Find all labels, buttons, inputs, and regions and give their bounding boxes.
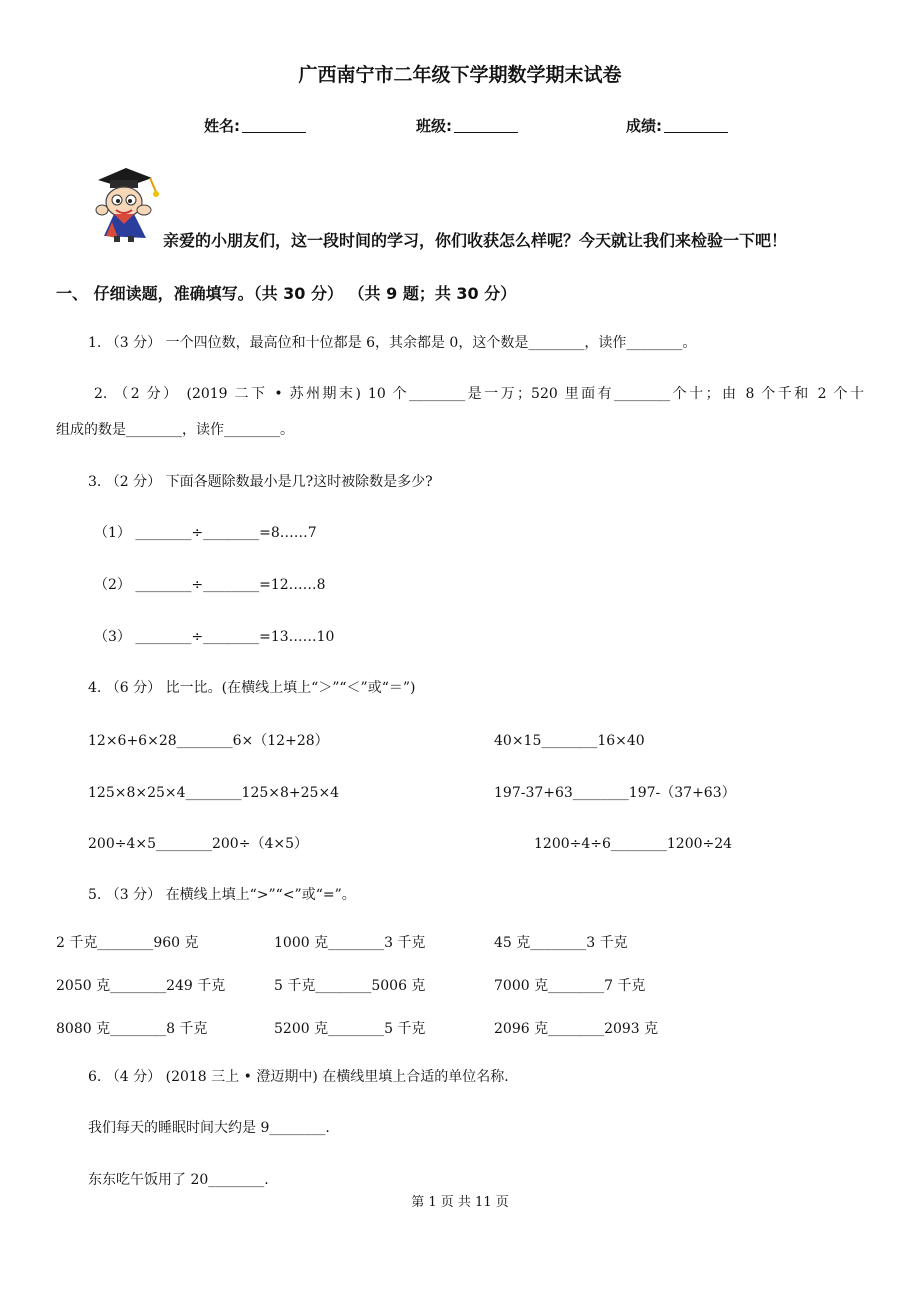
question-5-r1-c3: 45 克________3 千克 <box>494 935 628 951</box>
question-4-row-2-left: 125×8×25×4________125×8+25×4 <box>88 785 340 801</box>
section-1-heading: 一、 仔细读题，准确填写。（共 30 分） （共 9 题；共 30 分） <box>56 284 517 303</box>
page-title: 广西南宁市二年级下学期数学期末试卷 <box>298 64 622 86</box>
question-1: 1. （3 分） 一个四位数，最高位和十位都是 6，其余都是 0，这个数是________，读作________。 <box>88 335 697 351</box>
mascot-illustration <box>92 166 164 244</box>
question-5-r2-c1: 2050 克________249 千克 <box>56 978 226 994</box>
question-6: 6. （4 分） (2018 三上 • 澄迈期中) 在横线里填上合适的单位名称. <box>88 1069 509 1085</box>
score-blank[interactable] <box>664 118 728 133</box>
question-6-item-1: 我们每天的睡眠时间大约是 9________. <box>88 1120 330 1136</box>
question-4-row-1-left: 12×6+6×28________6×（12+28） <box>88 733 329 749</box>
question-5-r3-c2: 5200 克________5 千克 <box>274 1021 426 1037</box>
question-3-item-3: （3） ________÷________=13……10 <box>94 629 335 645</box>
question-5-r3-c3: 2096 克________2093 克 <box>494 1021 659 1037</box>
question-3-item-2: （2） ________÷________=12……8 <box>94 577 326 593</box>
score-field <box>626 115 728 136</box>
greeting-text: 亲爱的小朋友们，这一段时间的学习，你们收获怎么样呢？今天就让我们来检验一下吧！ <box>163 231 788 250</box>
class-blank[interactable] <box>454 118 518 133</box>
question-2-line-1: 2. （2 分） (2019 二下 • 苏州期末) 10 个________是一万；520 里面有________个十；由 8 个千和 2 个十 <box>94 386 864 402</box>
page-footer: 第 1 页 共 11 页 <box>411 1195 509 1210</box>
question-6-item-2: 东东吃午饭用了 20________. <box>88 1172 269 1188</box>
question-4-row-1-right: 40×15________16×40 <box>494 733 645 749</box>
question-3: 3. （2 分） 下面各题除数最小是几?这时被除数是多少? <box>88 474 433 490</box>
question-5-r2-c3: 7000 克________7 千克 <box>494 978 646 994</box>
question-2-line-2: 组成的数是________，读作________。 <box>56 422 294 438</box>
question-4: 4. （6 分） 比一比。(在横线上填上“＞”“＜”或“＝”) <box>88 680 416 696</box>
question-4-row-3-right: 1200÷4÷6________1200÷24 <box>534 836 733 852</box>
name-blank[interactable] <box>242 118 306 133</box>
question-3-item-1: （1） ________÷________=8……7 <box>94 525 317 541</box>
question-2 <box>56 384 864 440</box>
question-5: 5. （3 分） 在横线上填上“>”“<”或“=”。 <box>88 887 356 903</box>
question-5-r1-c2: 1000 克________3 千克 <box>274 935 426 951</box>
name-label: 姓名: <box>204 117 240 135</box>
question-5-r2-c2: 5 千克________5006 克 <box>274 978 426 994</box>
question-5-r1-c1: 2 千克________960 克 <box>56 935 199 951</box>
class-field <box>416 115 518 136</box>
name-field <box>204 115 306 136</box>
class-label: 班级: <box>416 117 452 135</box>
question-4-row-2-right: 197-37+63________197-（37+63） <box>494 785 736 801</box>
question-5-r3-c1: 8080 克________8 千克 <box>56 1021 208 1037</box>
question-4-row-3-left: 200÷4×5________200÷（4×5） <box>88 836 308 852</box>
score-label: 成绩: <box>626 117 662 135</box>
